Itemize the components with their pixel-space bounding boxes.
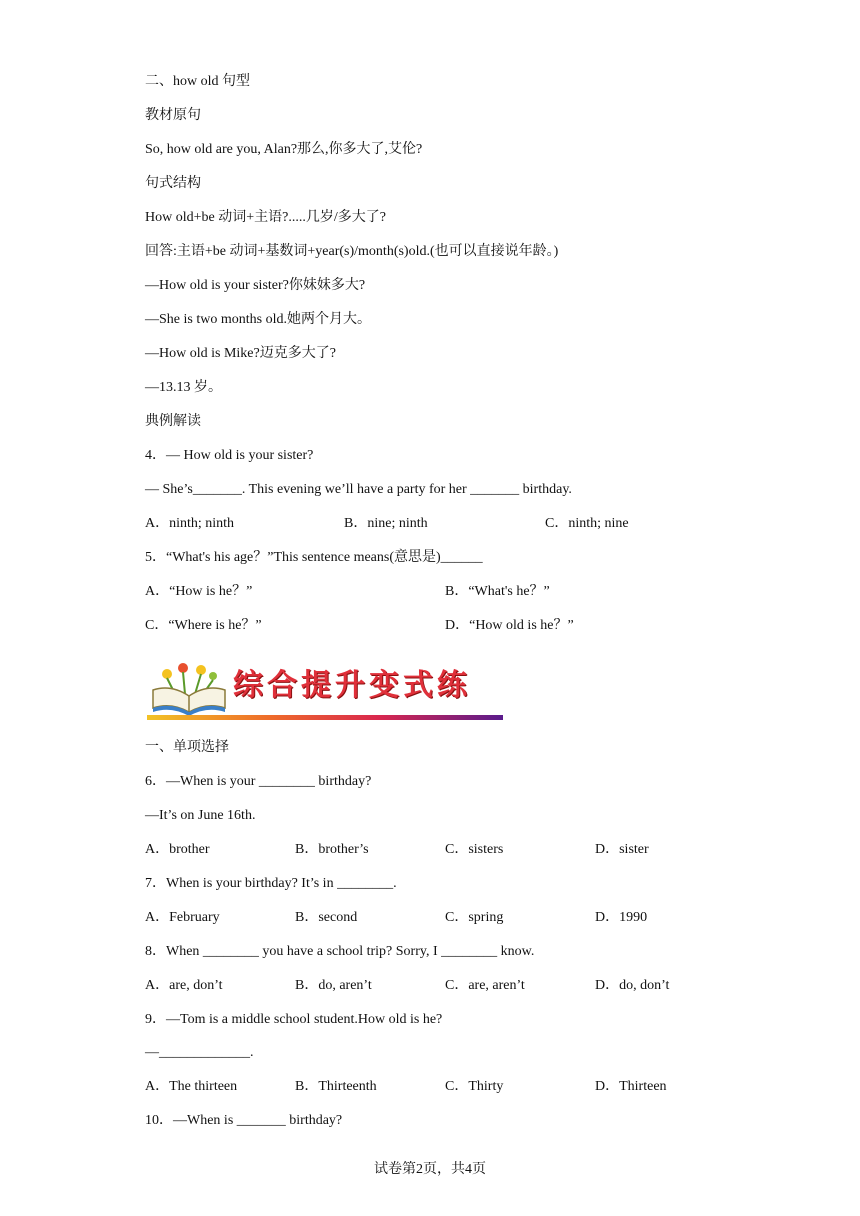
- q7-option-a: A．February: [145, 910, 220, 925]
- dialog-line: —How old is Mike?迈克多大了?: [145, 346, 336, 361]
- q9-option-a: A．The thirteen: [145, 1079, 238, 1094]
- q9-option-b: B．Thirteenth: [295, 1079, 377, 1094]
- example-sentence: So, how old are you, Alan?那么,你多大了,艾伦?: [145, 142, 423, 157]
- q6-option-a: A．brother: [145, 842, 210, 857]
- q6-option-c: C．sisters: [445, 842, 504, 857]
- q8-option-a: A．are, don’t: [145, 978, 223, 993]
- subheading-examples: 典例解读: [145, 414, 201, 429]
- banner-title: 综合提升变式练: [233, 668, 471, 703]
- q9-option-d: D．Thirteen: [595, 1079, 667, 1094]
- question-5: 5．“What's his age？”This sentence means(意思是)______: [145, 550, 483, 565]
- q6-option-b: B．brother’s: [295, 842, 369, 857]
- subheading-structure: 句式结构: [145, 176, 201, 191]
- open-book-icon: [147, 660, 231, 716]
- q5-option-a: A．“How is he？”: [145, 584, 253, 599]
- question-7: 7．When is your birthday? It’s in ________.: [145, 876, 397, 891]
- question-10: 10．—When is _______ birthday?: [145, 1113, 343, 1128]
- q6-option-d: D．sister: [595, 842, 649, 857]
- page-footer: 试卷第2页，共4页: [374, 1162, 486, 1177]
- dialog-line: —13.13 岁。: [145, 380, 222, 395]
- dialog-line: —She is two months old.她两个月大。: [145, 312, 371, 327]
- question-8: 8．When ________ you have a school trip? Sorry, I ________ know.: [145, 944, 535, 959]
- q4-option-a: A．ninth; ninth: [145, 516, 235, 531]
- question-6-line-2: —It’s on June 16th.: [145, 808, 256, 823]
- q5-option-b: B．“What's he？”: [445, 584, 550, 599]
- question-4-line-2: — She’s_______. This evening we’ll have a party for her _______ birthday.: [145, 482, 572, 497]
- q8-option-b: B．do, aren’t: [295, 978, 372, 993]
- q4-option-b: B．nine; ninth: [344, 516, 428, 531]
- q9-option-c: C．Thirty: [445, 1079, 504, 1094]
- question-9: 9．—Tom is a middle school student.How old is he?: [145, 1012, 443, 1027]
- structure-line: How old+be 动词+主语?.....几岁/多大了?: [145, 210, 386, 225]
- q7-option-c: C．spring: [445, 910, 504, 925]
- answer-structure-line: 回答:主语+be 动词+基数词+year(s)/month(s)old.(也可以直接说年龄。): [145, 244, 559, 259]
- question-9-line-2: —_____________.: [145, 1045, 254, 1060]
- q5-option-c: C．“Where is he？”: [145, 618, 262, 633]
- section-heading-single-choice: 一、单项选择: [145, 740, 229, 755]
- q5-option-d: D．“How old is he？”: [445, 618, 574, 633]
- question-4: 4．— How old is your sister?: [145, 448, 314, 463]
- q8-option-d: D．do, don’t: [595, 978, 670, 993]
- dialog-line: —How old is your sister?你妹妹多大?: [145, 278, 366, 293]
- q4-option-c: C．ninth; nine: [545, 516, 629, 531]
- question-6: 6．—When is your ________ birthday?: [145, 774, 372, 789]
- q7-option-d: D．1990: [595, 910, 648, 925]
- q8-option-c: C．are, aren’t: [445, 978, 525, 993]
- q7-option-b: B．second: [295, 910, 358, 925]
- subheading-textbook-sentence: 教材原句: [145, 108, 201, 123]
- banner-underline: [147, 715, 503, 720]
- section-heading-how-old: 二、how old 句型: [145, 74, 250, 89]
- section-banner: [147, 660, 503, 722]
